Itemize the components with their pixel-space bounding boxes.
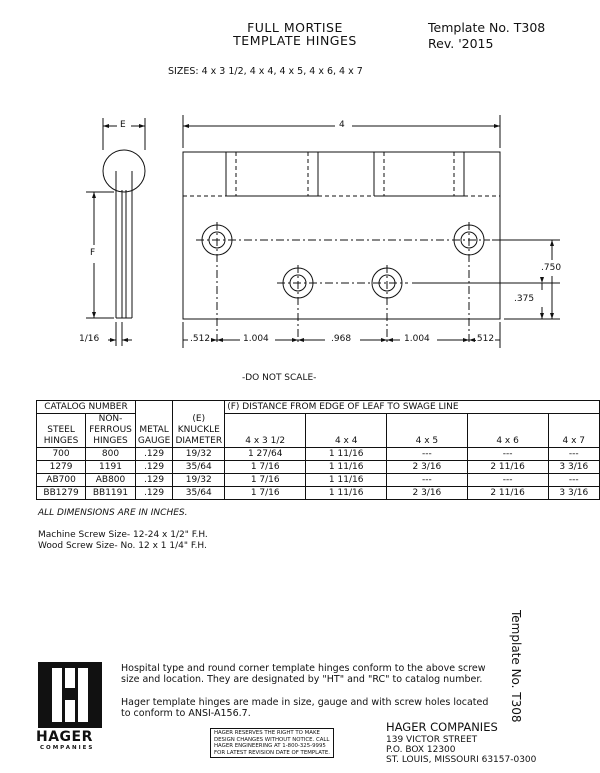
dim-width-label: 4 xyxy=(339,120,345,130)
bottom-dim-3: .968 xyxy=(331,334,352,344)
dim-f-label: F xyxy=(90,248,96,258)
metal-gauge-header: METAL GAUGE xyxy=(135,401,172,448)
dim-1-16-label: 1/16 xyxy=(79,334,100,344)
size-header-3: 4 x 5 xyxy=(387,414,467,448)
address-line-2: P.O. BOX 12300 xyxy=(386,745,456,755)
logo-subname: COMPANIES xyxy=(40,745,95,751)
revision-notice-box: HAGER RESERVES THE RIGHT TO MAKE DESIGN CHANGES WITHOUT NOTICE. CALL HAGER ENGINEERING AT 1-800-325-9995 FOR LATEST REVISION DATE OF TEMPLATE. xyxy=(210,728,334,758)
revision: Rev. '2015 xyxy=(428,36,494,51)
catalog-number-header: CATALOG NUMBER xyxy=(37,401,136,414)
knuckle-circle xyxy=(103,150,145,192)
all-dimensions-note: ALL DIMENSIONS ARE IN INCHES. xyxy=(38,508,188,518)
hospital-para-line-2: size and location. They are designated by "HT" and "RC" to catalog number. xyxy=(121,674,483,685)
side-template-label: Template No. T308 xyxy=(509,610,523,723)
address-line-3: ST. LOUIS, MISSOURI 63157-0300 xyxy=(386,755,537,765)
sizes-line: SIZES: 4 x 3 1/2, 4 x 4, 4 x 5, 4 x 6, 4 x 7 xyxy=(168,66,363,77)
size-header-1: 4 x 3 1/2 xyxy=(225,414,306,448)
table-row: 1279 1191 .129 35/64 1 7/16 1 11/16 2 3/16 2 11/16 3 3/16 xyxy=(37,461,600,474)
size-header-4: 4 x 6 xyxy=(467,414,548,448)
address-line-1: 139 VICTOR STREET xyxy=(386,735,478,745)
bottom-dim-1: .512 xyxy=(190,334,211,344)
title-line-2: TEMPLATE HINGES xyxy=(233,33,357,48)
machine-screw-note: Machine Screw Size- 12-24 x 1/2" F.H. xyxy=(38,530,208,540)
dim-750-label: .750 xyxy=(541,263,562,273)
company-name: HAGER COMPANIES xyxy=(386,720,498,734)
knuckle-diameter-header: (E) KNUCKLE DIAMETER xyxy=(173,401,225,448)
hospital-para-line-1: Hospital type and round corner template hinges conform to the above screw xyxy=(121,663,486,674)
logo-name: HAGER xyxy=(36,729,93,745)
title-line-1: FULL MORTISE xyxy=(247,20,343,35)
ansi-para-line-2: to conform to ANSI-A156.7. xyxy=(121,708,251,719)
table-row: AB700 AB800 .129 19/32 1 7/16 1 11/16 --- --- --- xyxy=(37,474,600,487)
hager-logo xyxy=(38,662,102,728)
bottom-dim-5: .512 xyxy=(474,334,495,344)
bottom-dim-2: 1.004 xyxy=(243,334,269,344)
dim-e-label: E xyxy=(120,120,126,130)
size-header-2: 4 x 4 xyxy=(306,414,387,448)
wood-screw-note: Wood Screw Size- No. 12 x 1 1/4" F.H. xyxy=(38,541,207,551)
dim-375-label: .375 xyxy=(514,294,535,304)
distance-header: (F) DISTANCE FROM EDGE OF LEAF TO SWAGE LINE xyxy=(225,401,600,414)
table-row: 700 800 .129 19/32 1 27/64 1 11/16 --- --- --- xyxy=(37,448,600,461)
template-number: Template No. T308 xyxy=(428,20,546,35)
do-not-scale: -DO NOT SCALE- xyxy=(242,373,317,383)
ansi-para-line-1: Hager template hinges are made in size, gauge and with screw holes located xyxy=(121,697,489,708)
steel-hinges-header: STEEL HINGES xyxy=(37,414,86,448)
size-header-5: 4 x 7 xyxy=(548,414,599,448)
non-ferrous-header: NON- FERROUS HINGES xyxy=(86,414,136,448)
catalog-table xyxy=(36,400,600,500)
table-row: BB1279 BB1191 .129 35/64 1 7/16 1 11/16 2 3/16 2 11/16 3 3/16 xyxy=(37,487,600,500)
hager-logo-mark-icon xyxy=(38,662,102,728)
bottom-dim-4: 1.004 xyxy=(404,334,430,344)
